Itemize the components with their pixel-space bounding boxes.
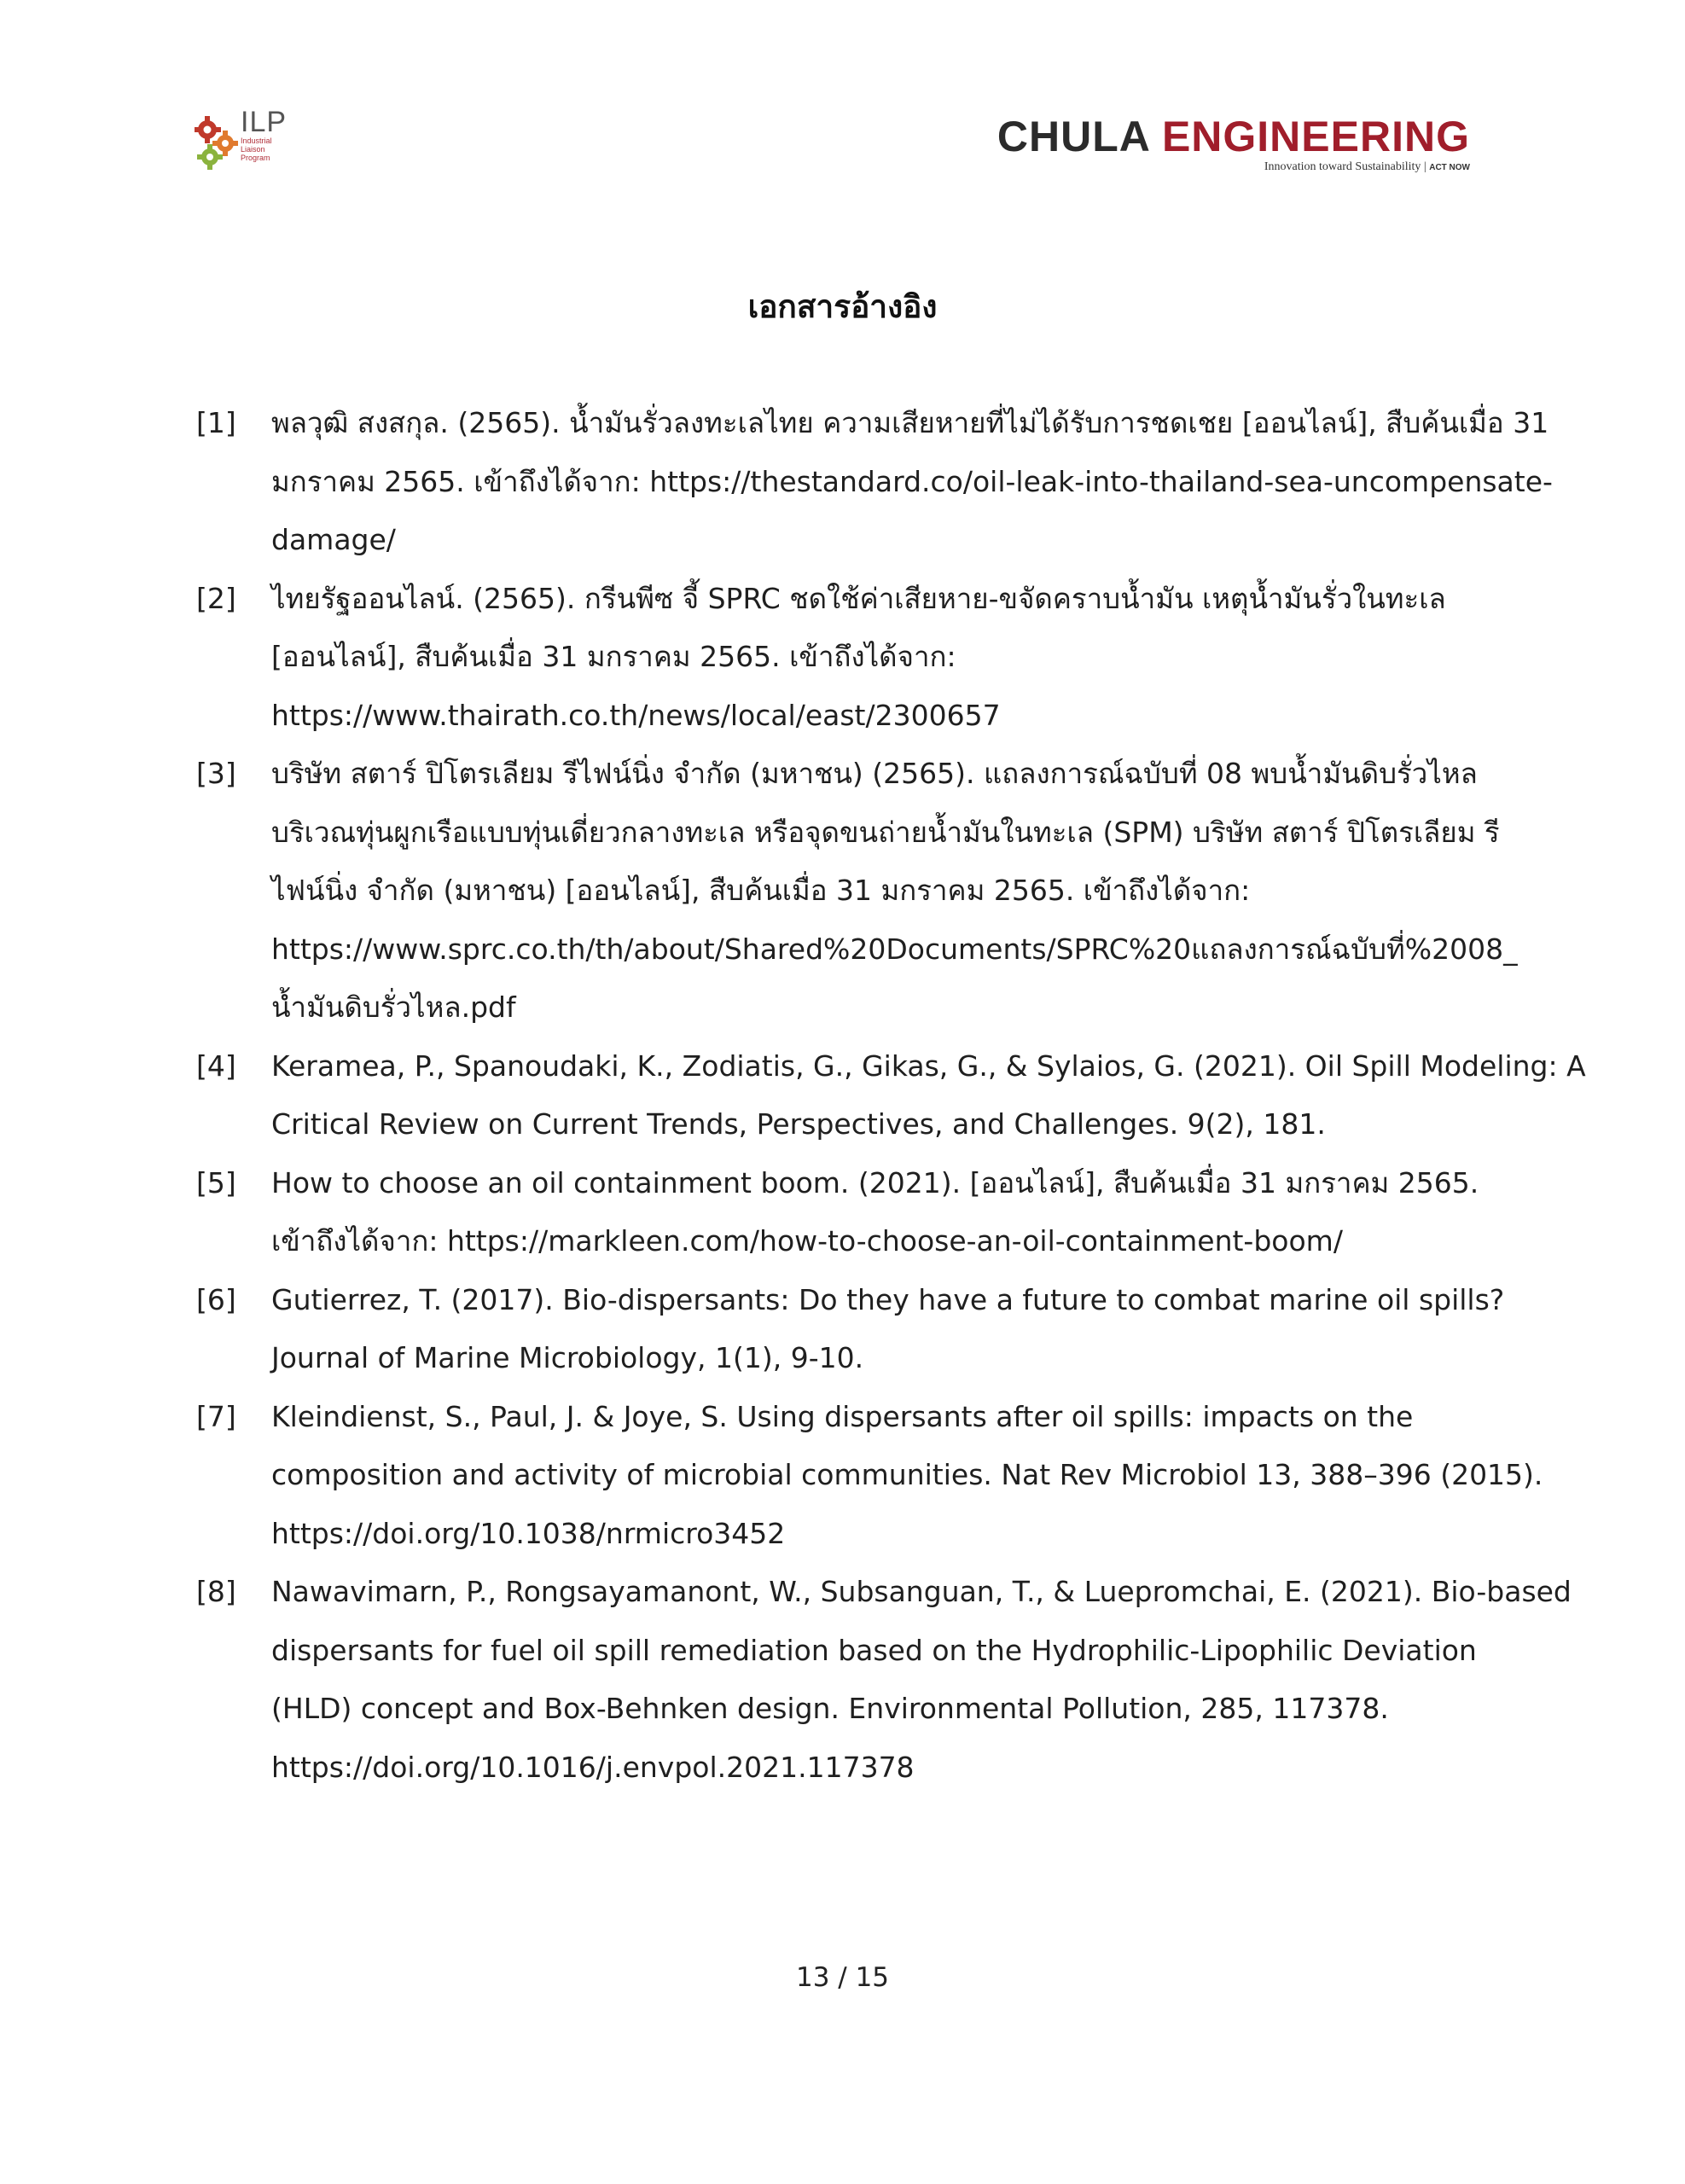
reference-line: พลวุฒิ สงสกุล. (2565). น้ำมันรั่วลงทะเลไทย ความเสียหายที่ไม่ได้รับการชดเชย [ออนไลน์], สืบค้นเมื่อ 31 xyxy=(271,406,1549,439)
reference-line: Keramea, P., Spanoudaki, K., Zodiatis, G., Gikas, G., & Sylaios, G. (2021). Oil Spill Modeling: A xyxy=(271,1048,1586,1083)
reference-number: [4] xyxy=(196,1048,236,1083)
reference-number: [8] xyxy=(196,1575,236,1608)
reference-item xyxy=(196,1563,1572,1797)
reference-text xyxy=(271,1563,1572,1797)
reference-number: [3] xyxy=(196,757,236,790)
reference-text xyxy=(271,1037,1586,1154)
reference-line: https://doi.org/10.1038/nrmicro3452 xyxy=(271,1516,786,1550)
reference-line: Nawavimarn, P., Rongsayamanont, W., Subsanguan, T., & Luepromchai, E. (2021). Bio-based xyxy=(271,1575,1572,1608)
reference-number: [5] xyxy=(196,1165,236,1199)
reference-item xyxy=(196,394,1553,570)
reference-line: Kleindienst, S., Paul, J. & Joye, S. Using dispersants after oil spills: impacts on the xyxy=(271,1399,1414,1433)
reference-text xyxy=(271,745,1518,1037)
ilp-logo-title: ILP xyxy=(241,106,288,138)
chula-logo-tagline xyxy=(997,160,1470,174)
reference-line: บริเวณทุ่นผูกเรือแบบทุ่นเดี่ยวกลางทะเล หรือจุดขนถ่ายน้ำมันในทะเล (SPM) บริษัท สตาร์ ปิโตรเลียม รี xyxy=(271,815,1500,849)
reference-line: dispersants for fuel oil spill remediation based on the Hydrophilic-Lipophilic Deviation xyxy=(271,1633,1477,1667)
reference-text xyxy=(271,1271,1504,1388)
reference-item xyxy=(196,1388,1543,1564)
reference-item xyxy=(196,1154,1493,1271)
reference-line: damage/ xyxy=(271,523,396,556)
reference-text xyxy=(271,1388,1543,1564)
engineering-logo-word: ENGINEERING xyxy=(1161,113,1470,160)
reference-line: มกราคม 2565. เข้าถึงได้จาก: https://thestandard.co/oil-leak-into-thailand-sea-uncompensate- xyxy=(271,464,1553,498)
reference-line: น้ำมันดิบรั่วไหล.pdf xyxy=(271,990,516,1024)
reference-text xyxy=(271,1154,1493,1271)
reference-line: ไทยรัฐออนไลน์. (2565). กรีนพีซ จี้ SPRC ชดใช้ค่าเสียหาย-ขจัดคราบน้ำมัน เหตุน้ำมันรั่วในทะเล xyxy=(271,581,1446,615)
reference-line: ไฟน์นิ่ง จำกัด (มหาชน) [ออนไลน์], สืบค้นเมื่อ 31 มกราคม 2565. เข้าถึงได้จาก: xyxy=(271,874,1251,907)
reference-line: Gutierrez, T. (2017). Bio-dispersants: Do they have a future to combat marine oil spills? xyxy=(271,1282,1505,1316)
reference-number: [1] xyxy=(196,406,236,439)
page-number: 13 / 15 xyxy=(795,1962,890,1993)
reference-item xyxy=(196,745,1518,1037)
reference-line: How to choose an oil containment boom. (2021). [ออนไลน์], สืบค้นเมื่อ 31 มกราคม 2565. xyxy=(271,1165,1479,1199)
reference-text xyxy=(271,570,1493,746)
reference-line: https://www.thairath.co.th/news/local/east/2300657 xyxy=(271,698,1001,732)
ilp-logo-line-2: Liaison xyxy=(241,145,265,154)
tagline-text: Innovation toward Sustainability | xyxy=(1264,160,1426,173)
reference-line: เข้าถึงได้จาก: https://markleen.com/how-to-choose-an-oil-containment-boom/ xyxy=(271,1224,1343,1258)
reference-line: [ออนไลน์], สืบค้นเมื่อ 31 มกราคม 2565. เข้าถึงได้จาก: xyxy=(271,640,956,673)
ilp-logo-text xyxy=(241,107,287,162)
reference-number: [7] xyxy=(196,1399,236,1433)
reference-item xyxy=(196,570,1493,746)
reference-text xyxy=(271,394,1553,570)
chula-engineering-logo xyxy=(997,114,1470,174)
reference-line: Journal of Marine Microbiology, 1(1), 9-10. xyxy=(271,1341,864,1374)
chula-logo-word: CHULA xyxy=(996,113,1150,160)
reference-item xyxy=(196,1037,1586,1154)
reference-line: Critical Review on Current Trends, Perspectives, and Challenges. 9(2), 181. xyxy=(271,1107,1326,1141)
act-now-badge: ACT NOW xyxy=(1429,163,1470,172)
reference-line: (HLD) concept and Box-Behnken design. Environmental Pollution, 285, 117378. xyxy=(271,1692,1389,1725)
ilp-logo-line-1: Industrial xyxy=(241,136,272,145)
reference-line: https://www.sprc.co.th/th/about/Shared%20Documents/SPRC%20แถลงการณ์ฉบับที่%2008_ xyxy=(271,932,1518,966)
reference-number: [2] xyxy=(196,581,236,615)
reference-number: [6] xyxy=(196,1282,236,1316)
ilp-logo-line-3: Program xyxy=(241,154,270,162)
reference-list xyxy=(196,394,1586,1797)
reference-item xyxy=(196,1271,1505,1388)
reference-line: บริษัท สตาร์ ปิโตรเลียม รีไฟน์นิ่ง จำกัด (มหาชน) (2565). แถลงการณ์ฉบับที่ 08 พบน้ำมันดิบรั่วไหล xyxy=(271,757,1478,790)
reference-line: https://doi.org/10.1016/j.envpol.2021.117378 xyxy=(271,1750,915,1784)
reference-line: composition and activity of microbial communities. Nat Rev Microbiol 13, 388–396 (2015). xyxy=(271,1458,1543,1491)
page-title: เอกสารอ้างอิง xyxy=(747,288,938,325)
